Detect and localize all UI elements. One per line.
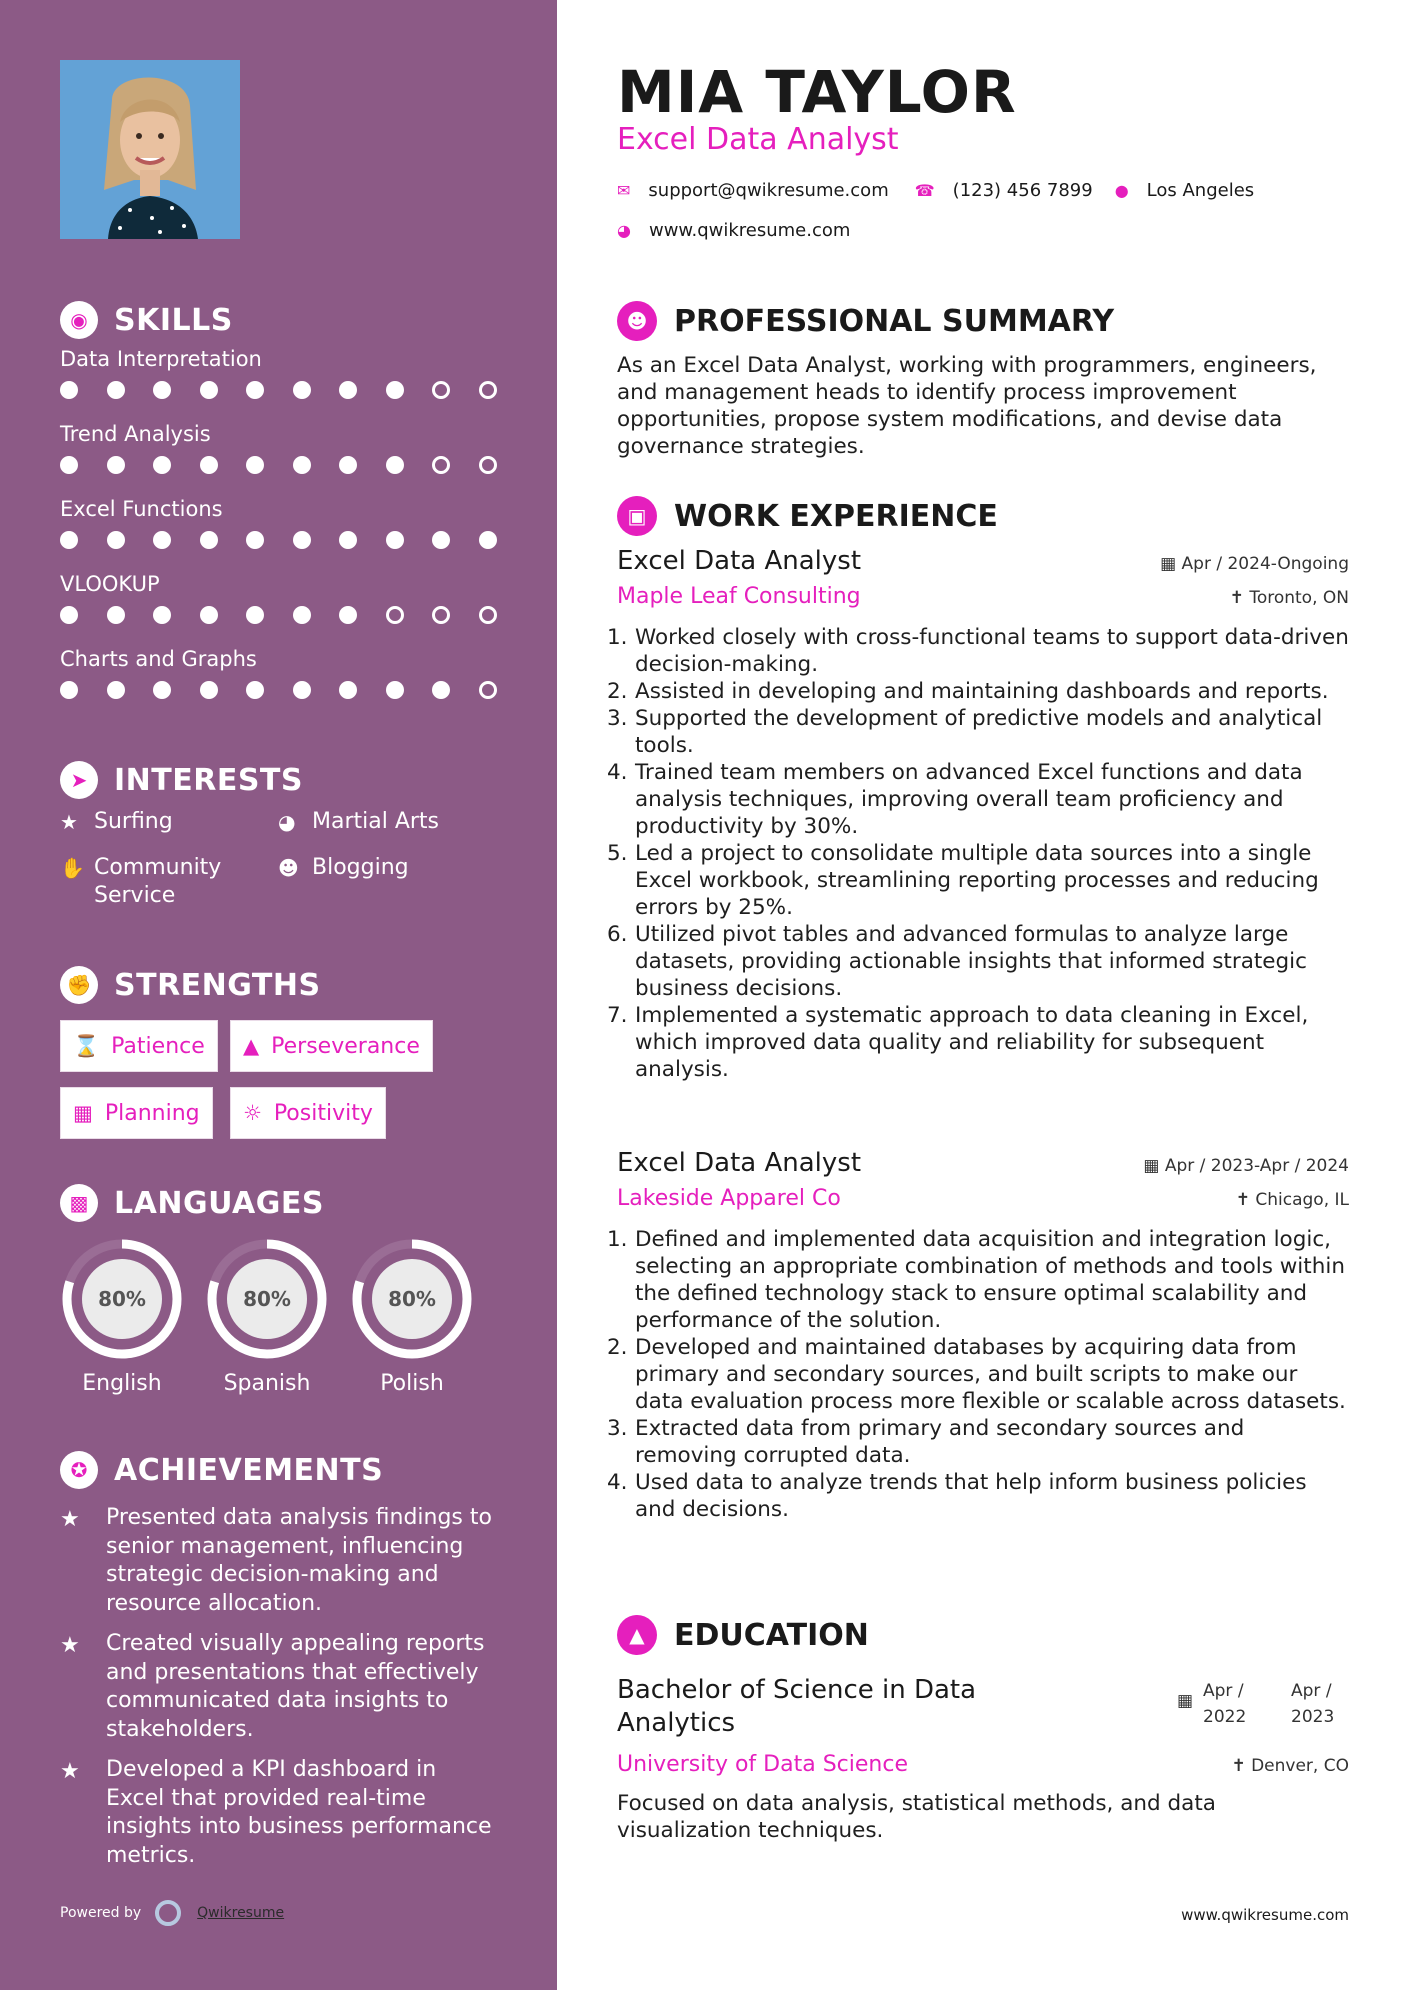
star-hand-icon: ★ (60, 1633, 80, 1658)
job-bullet-text: Implemented a systematic approach to data cleaning in Excel, which improved data quality and reliability for subsequent analysis. (635, 1003, 1309, 1082)
rating-dot-filled (246, 456, 264, 474)
skill-rating (60, 599, 525, 644)
rating-dot-empty (432, 381, 450, 399)
skill-rating (60, 449, 525, 494)
language-name: Spanish (223, 1371, 311, 1396)
rating-dot-filled (246, 681, 264, 699)
language-level: 80% (372, 1259, 452, 1339)
rating-dot-filled (339, 456, 357, 474)
powered-by (60, 1900, 284, 1926)
job-location-text: Chicago, IL (1255, 1190, 1349, 1210)
star-icon: ★ (60, 810, 78, 834)
language-ring (205, 1237, 329, 1361)
summary-text: As an Excel Data Analyst, working with programmers, engineers, and management heads to identify process improvement opportunities, propose system modifications, and devise data governance strategies. (617, 353, 1317, 459)
job-date-text: Apr / 2023-Apr / 2024 (1164, 1156, 1349, 1176)
job-bullet-text: Trained team members on advanced Excel functions and data analysis techniques, improving overall team proficiency and productivity by 30%. (635, 760, 1303, 839)
language-item (350, 1237, 474, 1396)
rating-dot-filled (246, 531, 264, 549)
achievements-section (60, 1450, 500, 1882)
calendar-icon: ▦ (1176, 1691, 1193, 1711)
rating-dot-filled (386, 531, 404, 549)
qwikresume-logo-icon (155, 1900, 181, 1926)
award-icon: ✪ (60, 1451, 98, 1489)
skills-section (60, 300, 525, 719)
interest-item (278, 808, 439, 836)
skill-rating (60, 674, 525, 719)
strengths-section (60, 965, 500, 1145)
language-name: Polish (380, 1371, 444, 1396)
skill-name: VLOOKUP (60, 572, 160, 596)
job-entry (607, 1148, 1349, 1523)
job-role: Excel Data Analyst (617, 546, 862, 576)
rating-dot-empty (479, 606, 497, 624)
skill-name: Trend Analysis (60, 422, 211, 446)
job-bullet-text: Developed and maintained databases by acquiring data from primary and secondary sources, and built scripts to make our data evaluation process more flexible or scalable across datasets. (635, 1335, 1346, 1414)
calendar-icon: ▦ (1160, 554, 1182, 574)
education-school: University of Data Science (617, 1752, 908, 1777)
skill-name: Charts and Graphs (60, 647, 257, 671)
job-bullet-text: Extracted data from primary and secondary sources and removing corrupted data. (635, 1416, 1245, 1468)
job-bullet-text: Supported the development of predictive models and analytical tools. (635, 706, 1323, 758)
strength-tag (230, 1087, 386, 1139)
rating-dot-filled (200, 531, 218, 549)
hourglass-icon: ⌛ (73, 1033, 100, 1058)
hand-icon: ✋ (60, 856, 85, 880)
job-bullet-text: Used data to analyze trends that help inform business policies and decisions. (635, 1470, 1307, 1522)
job-bullet-text: Defined and implemented data acquisition and integration logic, selecting an appropriate combination of methods and tools within the defined technology stack to ensure optimal scalability and performance of the solution. (635, 1227, 1345, 1333)
contact-website[interactable]: www.qwikresume.com (648, 220, 851, 241)
job-bullet: 2. Developed and maintained databases by acquiring data from primary and secondary sources, and built scripts to make our data evaluation process more flexible or scalable across datasets. (607, 1335, 1346, 1414)
rating-dot-filled (432, 681, 450, 699)
rating-dot-filled (386, 681, 404, 699)
interest-label: Blogging (312, 855, 409, 880)
interest-item (60, 808, 173, 836)
job-bullet: 1. Worked closely with cross-functional teams to support data-driven decision-making. (607, 625, 1349, 677)
job-bullet-text: Worked closely with cross-functional teams to support data-driven decision-making. (635, 625, 1349, 677)
graduation-cap-icon: ▲ (617, 1615, 657, 1655)
pin-icon: ✝ (1229, 588, 1250, 608)
calendar-icon: ▦ (73, 1101, 93, 1125)
interest-item (278, 854, 409, 882)
job-bullet: 2. Assisted in developing and maintaining dashboards and reports. (607, 679, 1329, 704)
rating-dot-filled (339, 606, 357, 624)
achievement-text: Developed a KPI dashboard in Excel that provided real-time insights into business performance metrics. (106, 1757, 492, 1868)
rating-dot-empty (479, 681, 497, 699)
summary-section (617, 300, 1349, 460)
job-bullet: 6. Utilized pivot tables and advanced formulas to analyze large datasets, providing actionable insights that informed strategic business decisions. (607, 922, 1307, 1001)
rating-dot-filled (200, 381, 218, 399)
rating-dot-filled (479, 531, 497, 549)
qwikresume-link[interactable]: Qwikresume (197, 1905, 285, 1921)
job-bullets (607, 624, 1349, 1083)
job-entry (607, 546, 1349, 1083)
education-location (1231, 1756, 1349, 1776)
candidate-name: MIA TAYLOR (617, 58, 1017, 126)
rating-dot-filled (60, 456, 78, 474)
language-name: English (82, 1371, 162, 1396)
interests-list (60, 808, 500, 918)
achievement-text: Presented data analysis findings to senior management, influencing strategic decision-making and resource allocation. (106, 1505, 492, 1616)
sidebar (0, 0, 557, 1990)
globe-icon: ◕ (278, 810, 296, 834)
rating-dot-filled (386, 381, 404, 399)
rating-dot-filled (60, 606, 78, 624)
achievement-text: Created visually appealing reports and presentations that effectively communicated data insights to stakeholders. (106, 1631, 485, 1742)
strength-label: Perseverance (271, 1033, 420, 1059)
strength-tag (230, 1020, 433, 1072)
job-bullet: 4. Used data to analyze trends that help inform business policies and decisions. (607, 1470, 1307, 1522)
strength-tag (60, 1087, 213, 1139)
interest-label: Martial Arts (312, 809, 440, 834)
achievements-title: ACHIEVEMENTS (114, 1452, 384, 1488)
rating-dot-filled (432, 531, 450, 549)
education-description: Focused on data analysis, statistical methods, and data visualization techniques. (617, 1791, 1216, 1843)
interest-label: Surfing (94, 809, 173, 834)
rating-dot-filled (153, 606, 171, 624)
job-location (1230, 588, 1349, 608)
experience-title: WORK EXPERIENCE (674, 498, 998, 534)
interest-label: Community Service (94, 855, 222, 908)
job-bullet: 3. Supported the development of predictive models and analytical tools. (607, 706, 1323, 758)
rating-dot-filled (153, 381, 171, 399)
user-icon: ☻ (617, 301, 657, 341)
language-item (60, 1237, 184, 1396)
rating-dot-filled (60, 681, 78, 699)
interests-section (60, 760, 500, 918)
skills-list (60, 344, 525, 719)
contact-email[interactable]: support@qwikresume.com (648, 180, 889, 201)
contact-location: Los Angeles (1146, 180, 1255, 201)
rating-dot-empty (432, 606, 450, 624)
job-bullet: 5. Led a project to consolidate multiple data sources into a single Excel workbook, streamlining reporting processes and reducing errors by 25%. (607, 841, 1319, 920)
skill-name: Excel Functions (60, 497, 223, 521)
achievement-item (60, 1756, 500, 1870)
star-hand-icon: ★ (60, 1507, 80, 1532)
rating-dot-filled (293, 681, 311, 699)
job-date (1143, 1156, 1349, 1176)
rating-dot-filled (107, 606, 125, 624)
achievement-item (60, 1504, 500, 1618)
skill-rating (60, 374, 525, 419)
briefcase-icon: ▣ (617, 496, 657, 536)
calendar-icon: ▦ (1143, 1156, 1165, 1176)
summary-title: PROFESSIONAL SUMMARY (674, 303, 1115, 339)
rating-dot-filled (386, 456, 404, 474)
job-bullets (607, 1226, 1349, 1523)
achievements-list (60, 1504, 500, 1870)
rating-dot-filled (339, 681, 357, 699)
rating-dot-filled (107, 456, 125, 474)
rating-dot-filled (107, 531, 125, 549)
strengths-title: STRENGTHS (114, 967, 321, 1003)
education-dates (1177, 1678, 1349, 1730)
fist-icon: ✊ (60, 966, 98, 1004)
job-role: Excel Data Analyst (617, 1148, 862, 1178)
rating-dot-filled (293, 606, 311, 624)
star-hand-icon: ★ (60, 1759, 80, 1784)
contact-row (617, 180, 1254, 201)
footer-website[interactable]: www.qwikresume.com (1181, 1906, 1349, 1924)
education-section (617, 1614, 1349, 1844)
rating-dot-filled (246, 606, 264, 624)
rating-dot-filled (339, 381, 357, 399)
skill-name: Data Interpretation (60, 347, 262, 371)
strength-label: Patience (111, 1033, 205, 1059)
language-item (205, 1237, 329, 1396)
rating-dot-filled (60, 531, 78, 549)
phone-icon: ☎ (914, 181, 935, 200)
paper-plane-icon: ➤ (60, 761, 98, 799)
rating-dot-filled (293, 381, 311, 399)
interests-title: INTERESTS (114, 762, 303, 798)
location-pin-icon: ● (1114, 181, 1129, 200)
powered-by-label: Powered by (60, 1905, 142, 1921)
skills-title: SKILLS (114, 302, 233, 338)
job-bullet-text: Led a project to consolidate multiple data sources into a single Excel workbook, streamlining reporting processes and reducing errors by 25%. (635, 841, 1319, 920)
email-icon: ✉ (617, 181, 631, 200)
job-location-text: Toronto, ON (1249, 588, 1349, 608)
education-location-text: Denver, CO (1251, 1756, 1349, 1776)
job-date-text: Apr / 2024-Ongoing (1181, 554, 1349, 574)
website-row (617, 220, 850, 241)
candidate-title: Excel Data Analyst (617, 122, 899, 157)
skill-rating (60, 524, 525, 569)
rating-dot-empty (479, 456, 497, 474)
job-date (1160, 554, 1349, 574)
rating-dot-filled (153, 531, 171, 549)
language-level: 80% (82, 1259, 162, 1339)
rating-dot-filled (153, 681, 171, 699)
rating-dot-filled (339, 531, 357, 549)
achievement-item (60, 1630, 500, 1744)
contact-phone: (123) 456 7899 (952, 180, 1093, 201)
job-location (1236, 1190, 1349, 1210)
mountain-icon: ▲ (243, 1034, 260, 1058)
rating-dot-filled (107, 381, 125, 399)
language-ring (350, 1237, 474, 1361)
pin-icon: ✝ (1231, 1756, 1252, 1776)
rating-dot-empty (432, 456, 450, 474)
job-bullet-text: Utilized pivot tables and advanced formulas to analyze large datasets, providing actionable insights that informed strategic business decisions. (635, 922, 1307, 1001)
globe-icon: ◕ (617, 221, 631, 240)
job-bullet: 3. Extracted data from primary and secondary sources and removing corrupted data. (607, 1416, 1245, 1468)
rating-dot-filled (153, 456, 171, 474)
rating-dot-empty (479, 381, 497, 399)
job-company: Lakeside Apparel Co (617, 1186, 841, 1211)
profile-photo (60, 60, 240, 239)
users-icon: ☻ (278, 856, 299, 880)
education-end: Apr / 2023 (1291, 1681, 1335, 1727)
experience-section (617, 495, 1349, 537)
strength-label: Planning (104, 1100, 200, 1126)
rating-dot-filled (60, 381, 78, 399)
rating-dot-filled (246, 381, 264, 399)
interest-item (60, 854, 260, 910)
rating-dot-empty (386, 606, 404, 624)
education-title: EDUCATION (674, 1617, 869, 1653)
education-degree: Bachelor of Science in Data Analytics (617, 1675, 977, 1738)
rating-dot-filled (200, 681, 218, 699)
rating-dot-filled (293, 531, 311, 549)
job-bullet: 4. Trained team members on advanced Excel functions and data analysis techniques, improving overall team proficiency and productivity by 30%. (607, 760, 1303, 839)
rating-dot-filled (200, 456, 218, 474)
job-bullet: 7. Implemented a systematic approach to data cleaning in Excel, which improved data quality and reliability for subsequent analysis. (607, 1003, 1309, 1082)
job-company: Maple Leaf Consulting (617, 584, 861, 609)
lightbulb-icon: ◉ (60, 301, 98, 339)
language-icon: ▩ (60, 1184, 98, 1222)
rating-dot-filled (200, 606, 218, 624)
rating-dot-filled (107, 681, 125, 699)
strength-label: Positivity (273, 1100, 373, 1126)
language-ring (60, 1237, 184, 1361)
language-level: 80% (227, 1259, 307, 1339)
pin-icon: ✝ (1235, 1190, 1256, 1210)
sun-icon: ☼ (243, 1101, 262, 1125)
job-bullet: 1. Defined and implemented data acquisition and integration logic, selecting an appropriate combination of methods and tools within the defined technology stack to ensure optimal scalability and performance of the solution. (607, 1227, 1345, 1333)
languages-section (60, 1183, 500, 1403)
job-bullet-text: Assisted in developing and maintaining dashboards and reports. (635, 679, 1329, 704)
education-start: Apr / 2022 (1203, 1681, 1247, 1727)
strength-tag (60, 1020, 218, 1072)
languages-title: LANGUAGES (114, 1185, 324, 1221)
rating-dot-filled (293, 456, 311, 474)
